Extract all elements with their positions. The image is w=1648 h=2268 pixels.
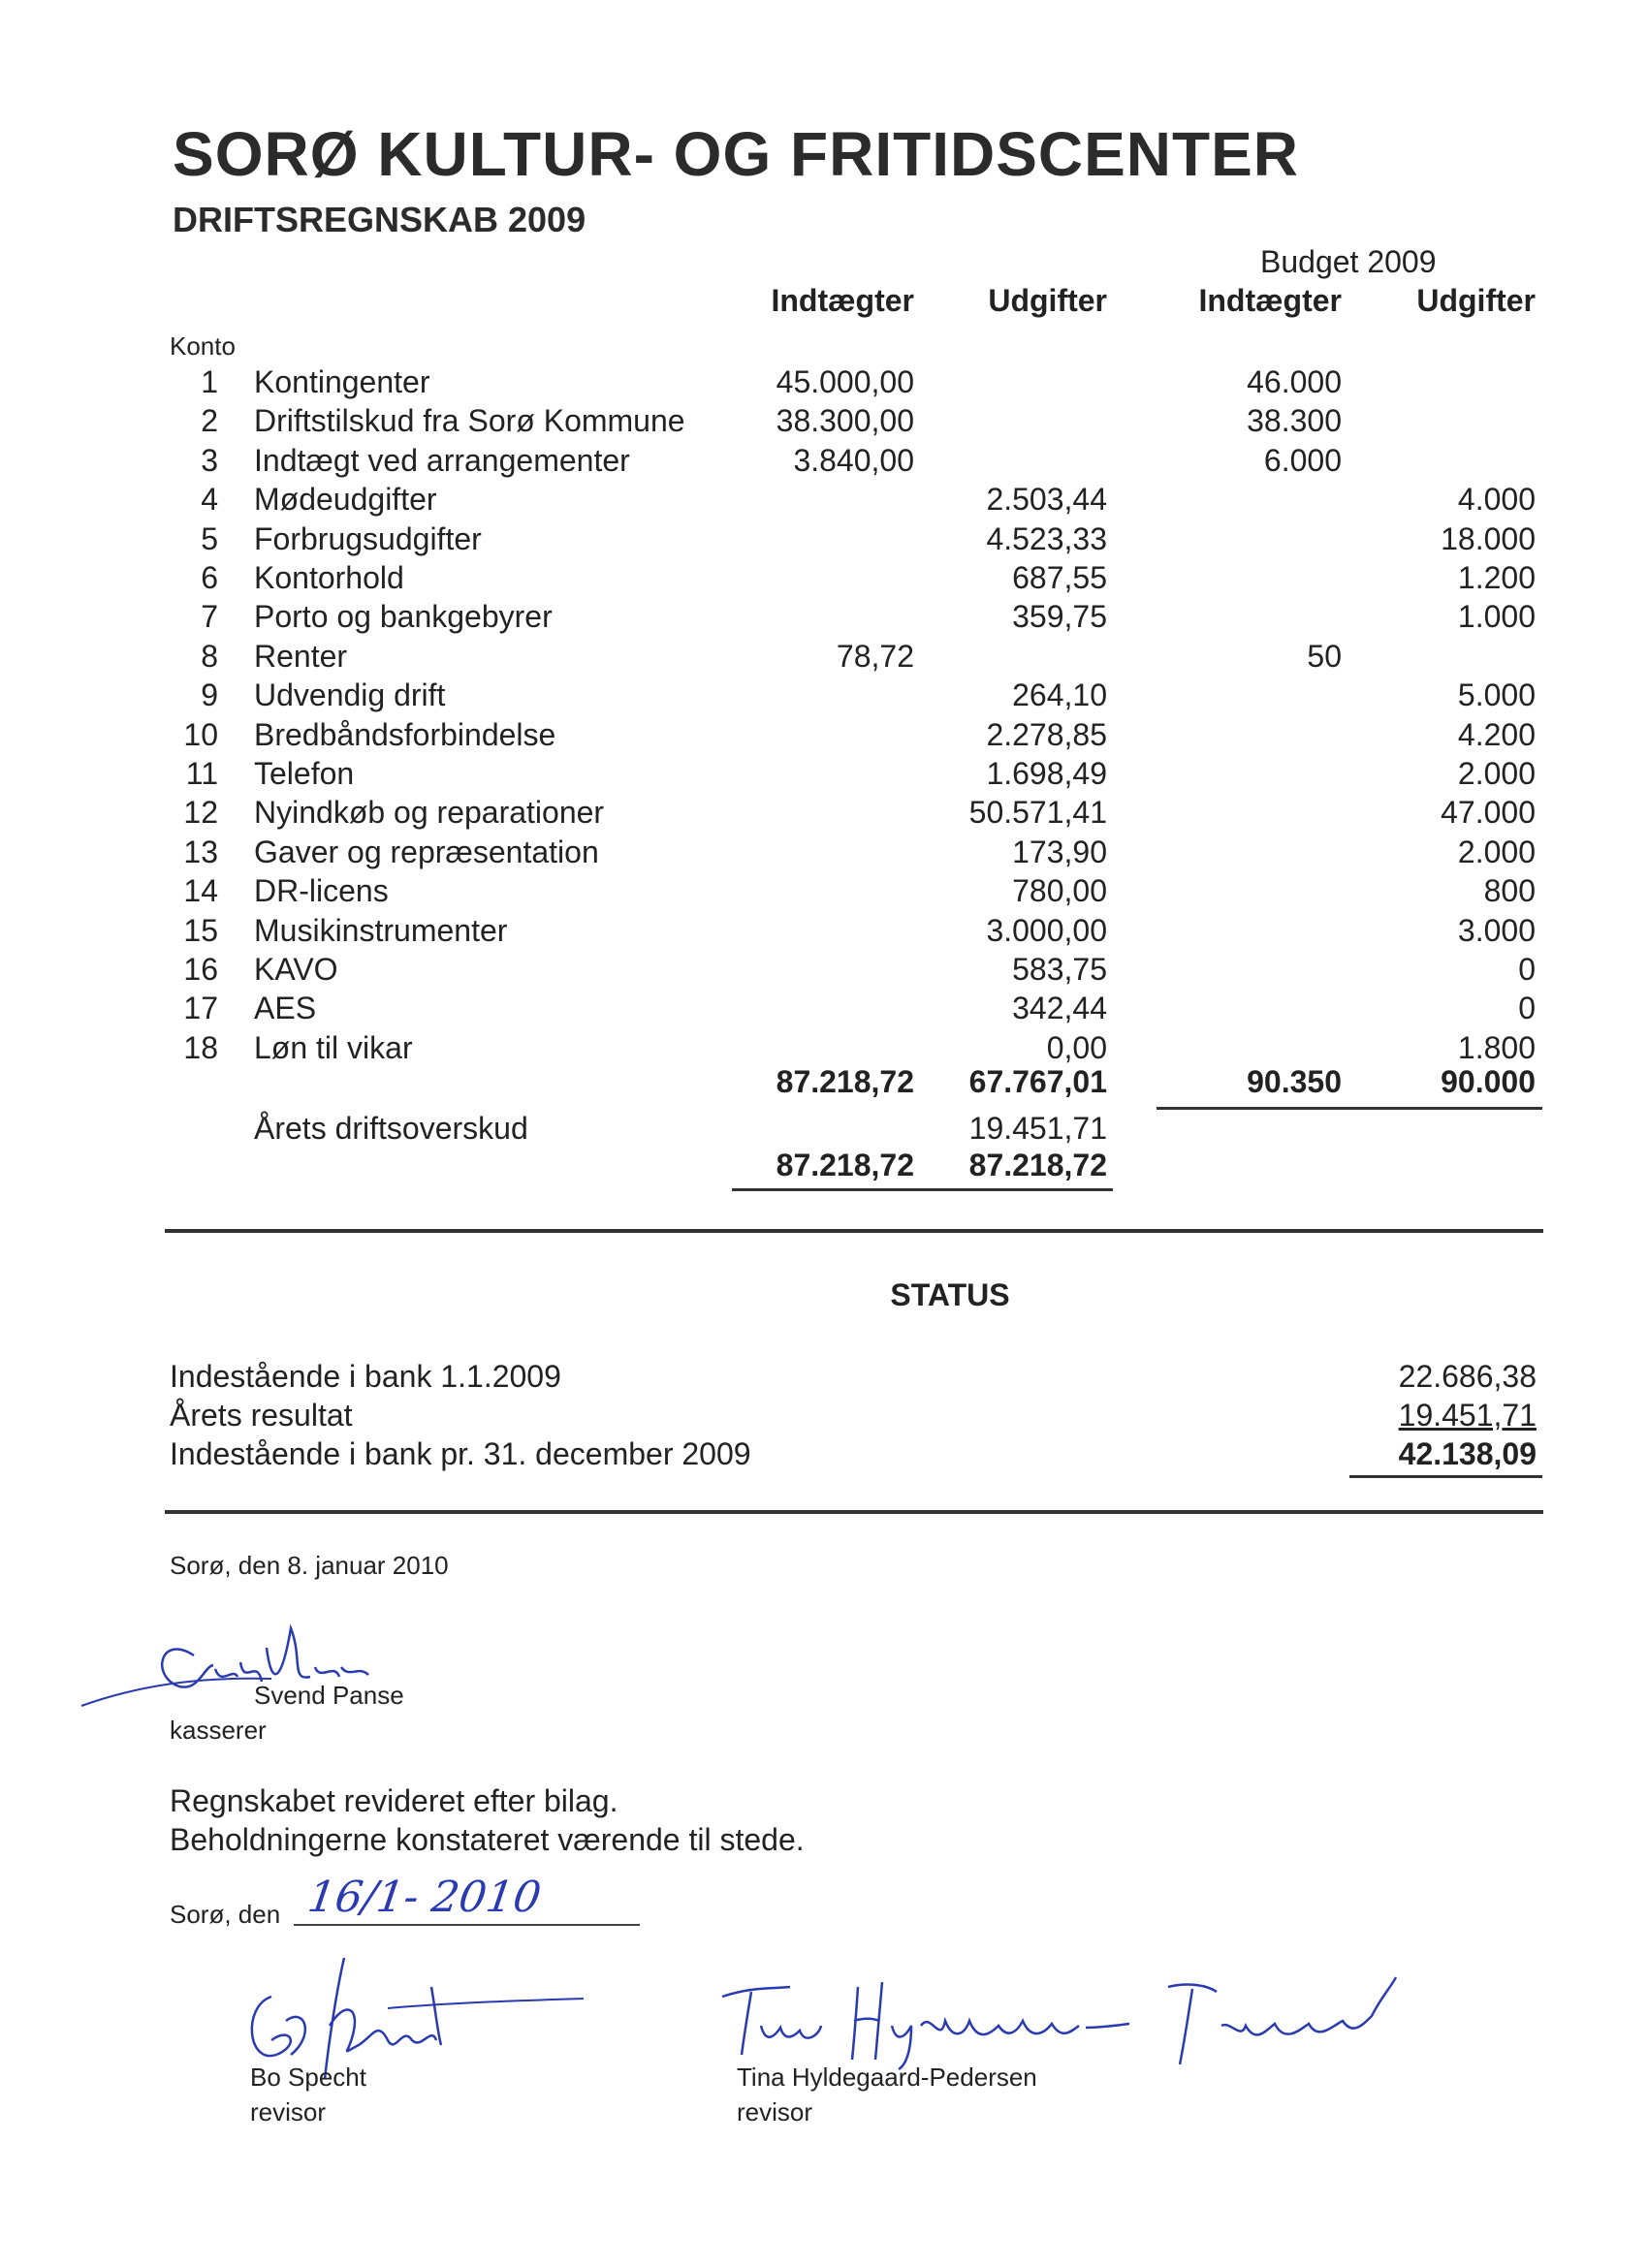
row-label: Telefon: [254, 756, 355, 791]
row-budget-expense: 2.000: [1457, 835, 1536, 869]
surplus-label: Årets driftsoverskud: [254, 1111, 528, 1146]
row-number: 16: [183, 952, 218, 987]
row-income: 45.000,00: [776, 364, 914, 399]
total-income: 87.218,72: [776, 1064, 914, 1099]
row-income: 78,72: [836, 639, 914, 674]
row-number: 1: [201, 364, 218, 399]
row-number: 18: [183, 1030, 218, 1065]
row-number: 5: [201, 521, 218, 556]
row-label: Bredbåndsforbindelse: [254, 717, 556, 752]
audit-date-handwritten: 16/1- 2010: [304, 1873, 545, 1922]
audit-line-2: Beholdningerne konstateret værende til stede.: [170, 1822, 805, 1857]
audit-place: Sorø, den: [170, 1900, 281, 1929]
row-budget-income: 38.300: [1247, 403, 1342, 438]
grand-total-expense: 87.218,72: [968, 1148, 1107, 1182]
row-label: Mødeudgifter: [254, 482, 437, 517]
row-label: KAVO: [254, 952, 338, 987]
budget-total-underline: [1157, 1107, 1542, 1110]
row-label: AES: [254, 991, 317, 1025]
status-line-2-label: Årets resultat: [170, 1398, 353, 1433]
row-label: Musikinstrumenter: [254, 913, 508, 948]
row-expense: 687,55: [1012, 560, 1107, 595]
status-line-1-value: 22.686,38: [1398, 1359, 1537, 1394]
row-expense: 1.698,49: [986, 756, 1107, 791]
total-expense: 67.767,01: [968, 1064, 1107, 1099]
row-number: 17: [183, 991, 218, 1025]
budget-caption: Budget 2009: [1260, 244, 1437, 279]
row-number: 11: [185, 756, 218, 791]
status-total-underline: [1349, 1475, 1542, 1478]
row-budget-expense: 2.000: [1457, 756, 1536, 791]
row-label: Porto og bankgebyrer: [254, 599, 553, 634]
row-label: Forbrugsudgifter: [254, 521, 482, 556]
section-divider: [165, 1229, 1543, 1233]
row-label: Udvendig drift: [254, 677, 446, 712]
row-budget-expense: 1.000: [1457, 599, 1536, 634]
row-budget-expense: 0: [1518, 991, 1536, 1025]
status-divider: [165, 1510, 1543, 1514]
row-number: 12: [183, 795, 218, 830]
row-expense: 2.278,85: [986, 717, 1107, 752]
row-label: Gaver og repræsentation: [254, 835, 599, 869]
row-expense: 583,75: [1012, 952, 1107, 987]
row-number: 7: [201, 599, 218, 634]
row-label: Nyindkøb og reparationer: [254, 795, 605, 830]
col-header-budget-expenses: Udgifter: [1416, 283, 1536, 318]
treasurer-name: Svend Panse: [254, 1681, 404, 1710]
auditor1-role: revisor: [250, 2097, 327, 2126]
row-expense: 50.571,41: [968, 795, 1107, 830]
row-number: 3: [201, 443, 218, 478]
auditor1-name: Bo Specht: [250, 2063, 366, 2092]
row-budget-expense: 0: [1518, 952, 1536, 987]
total-budget-expense: 90.000: [1441, 1064, 1536, 1099]
row-number: 6: [201, 560, 218, 595]
row-budget-expense: 1.800: [1457, 1030, 1536, 1065]
row-budget-income: 6.000: [1263, 443, 1342, 478]
grand-total-income: 87.218,72: [776, 1148, 914, 1182]
row-expense: 264,10: [1012, 677, 1107, 712]
total-budget-income: 90.350: [1247, 1064, 1342, 1099]
row-budget-expense: 3.000: [1457, 913, 1536, 948]
status-line-1-label: Indestående i bank 1.1.2009: [170, 1359, 561, 1394]
row-budget-expense: 800: [1483, 873, 1536, 908]
row-expense: 342,44: [1012, 991, 1107, 1025]
row-expense: 4.523,33: [986, 521, 1107, 556]
konto-label: Konto: [170, 331, 236, 361]
auditor2-signature: [713, 1968, 1410, 2074]
audit-date-line: [294, 1924, 640, 1926]
row-budget-expense: 4.200: [1457, 717, 1536, 752]
row-number: 10: [183, 717, 218, 752]
col-header-budget-income: Indtægter: [1198, 283, 1342, 318]
row-budget-income: 50: [1307, 639, 1342, 674]
row-number: 9: [201, 677, 218, 712]
status-line-3-value: 42.138,09: [1398, 1436, 1537, 1471]
row-number: 15: [183, 913, 218, 948]
row-expense: 0,00: [1046, 1030, 1107, 1065]
document-subtitle: DRIFTSREGNSKAB 2009: [173, 200, 586, 239]
row-expense: 2.503,44: [986, 482, 1107, 517]
row-expense: 359,75: [1012, 599, 1107, 634]
document-title: SORØ KULTUR- OG FRITIDSCENTER: [173, 119, 1299, 189]
row-label: Renter: [254, 639, 348, 674]
row-expense: 780,00: [1012, 873, 1107, 908]
grand-total-underline: [732, 1188, 1113, 1191]
audit-line-1: Regnskabet revideret efter bilag.: [170, 1783, 618, 1818]
row-label: Kontorhold: [254, 560, 404, 595]
row-budget-expense: 18.000: [1441, 521, 1536, 556]
row-number: 13: [183, 835, 218, 869]
row-label: Indtægt ved arrangementer: [254, 443, 630, 478]
row-label: Løn til vikar: [254, 1030, 413, 1065]
row-budget-expense: 1.200: [1457, 560, 1536, 595]
col-header-expenses: Udgifter: [988, 283, 1107, 318]
row-budget-income: 46.000: [1247, 364, 1342, 399]
status-heading: STATUS: [890, 1277, 1010, 1312]
row-label: DR-licens: [254, 873, 389, 908]
place-date: Sorø, den 8. januar 2010: [170, 1551, 449, 1580]
row-budget-expense: 5.000: [1457, 677, 1536, 712]
surplus-value: 19.451,71: [968, 1111, 1107, 1146]
row-number: 4: [201, 482, 218, 517]
auditor2-role: revisor: [737, 2097, 813, 2126]
row-income: 38.300,00: [776, 403, 914, 438]
auditor2-name: Tina Hyldegaard-Pedersen: [737, 2063, 1037, 2092]
row-number: 8: [201, 639, 218, 674]
status-line-3-label: Indestående i bank pr. 31. december 2009: [170, 1436, 751, 1471]
row-expense: 3.000,00: [986, 913, 1107, 948]
row-budget-expense: 47.000: [1441, 795, 1536, 830]
row-income: 3.840,00: [793, 443, 914, 478]
row-number: 14: [183, 873, 218, 908]
row-expense: 173,90: [1012, 835, 1107, 869]
col-header-income: Indtægter: [771, 283, 914, 318]
treasurer-role: kasserer: [170, 1716, 267, 1745]
status-line-2-value: 19.451,71: [1398, 1398, 1537, 1433]
row-budget-expense: 4.000: [1457, 482, 1536, 517]
row-label: Driftstilskud fra Sorø Kommune: [254, 403, 685, 438]
row-label: Kontingenter: [254, 364, 430, 399]
row-number: 2: [201, 403, 218, 438]
